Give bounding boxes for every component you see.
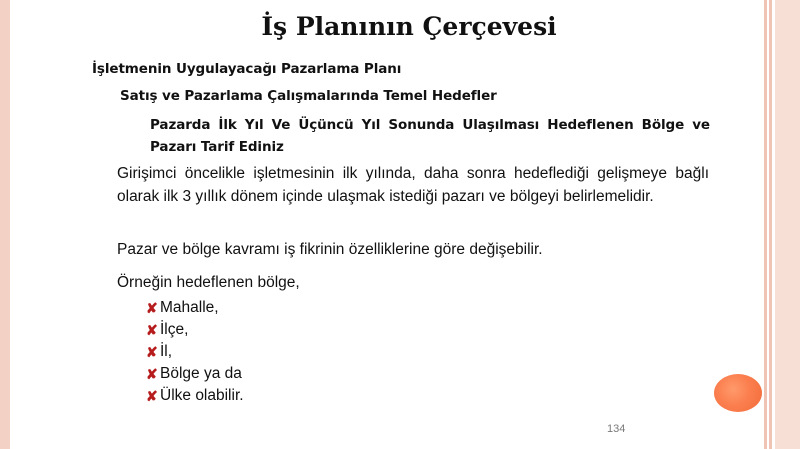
list-item-label: Bölge ya da <box>160 365 242 382</box>
x-mark-icon: ✘ <box>146 388 158 404</box>
rail-line <box>764 0 767 449</box>
list-item-label: İl, <box>160 343 173 360</box>
heading-level-3: Pazarda İlk Yıl Ve Üçüncü Yıl Sonunda Ulaşılması Hedeflenen Bölge ve Pazarı Tarif Ediniz <box>150 117 710 155</box>
list-item <box>146 385 244 407</box>
paragraph-concept: Pazar ve bölge kavramı iş fikrinin özelliklerine göre değişebilir. <box>117 241 543 258</box>
list-item <box>146 363 244 385</box>
orange-circle-decoration <box>714 374 762 412</box>
x-mark-icon: ✘ <box>146 322 158 338</box>
rail-line <box>769 0 772 449</box>
left-border-decoration <box>0 0 10 449</box>
slide-title: İş Planının Çerçevesi <box>261 12 557 41</box>
region-bullet-list <box>146 297 244 407</box>
paragraph-intro: Girişimci öncelikle işletmesinin ilk yılında, daha sonra hedeflediği gelişmeye bağlı olarak ilk 3 yıllık dönem içinde ulaşmak istediği pazarı ve bölgeyi belirlemelidir. <box>117 165 709 205</box>
rail-band <box>775 0 800 449</box>
list-item <box>146 297 244 319</box>
x-mark-icon: ✘ <box>146 366 158 382</box>
heading-level-2: Satış ve Pazarlama Çalışmalarında Temel Hedefler <box>120 88 497 104</box>
paragraph-example: Örneğin hedeflenen bölge, <box>117 274 300 291</box>
list-item <box>146 319 244 341</box>
heading-level-1: İşletmenin Uygulayacağı Pazarlama Planı <box>92 61 402 77</box>
x-mark-icon: ✘ <box>146 344 158 360</box>
list-item-label: İlçe, <box>160 321 189 338</box>
x-mark-icon: ✘ <box>146 300 158 316</box>
right-rail-decoration <box>764 0 800 449</box>
list-item-label: Mahalle, <box>160 299 219 316</box>
page-number: 134 <box>607 423 626 435</box>
list-item <box>146 341 244 363</box>
list-item-label: Ülke olabilir. <box>160 387 244 404</box>
